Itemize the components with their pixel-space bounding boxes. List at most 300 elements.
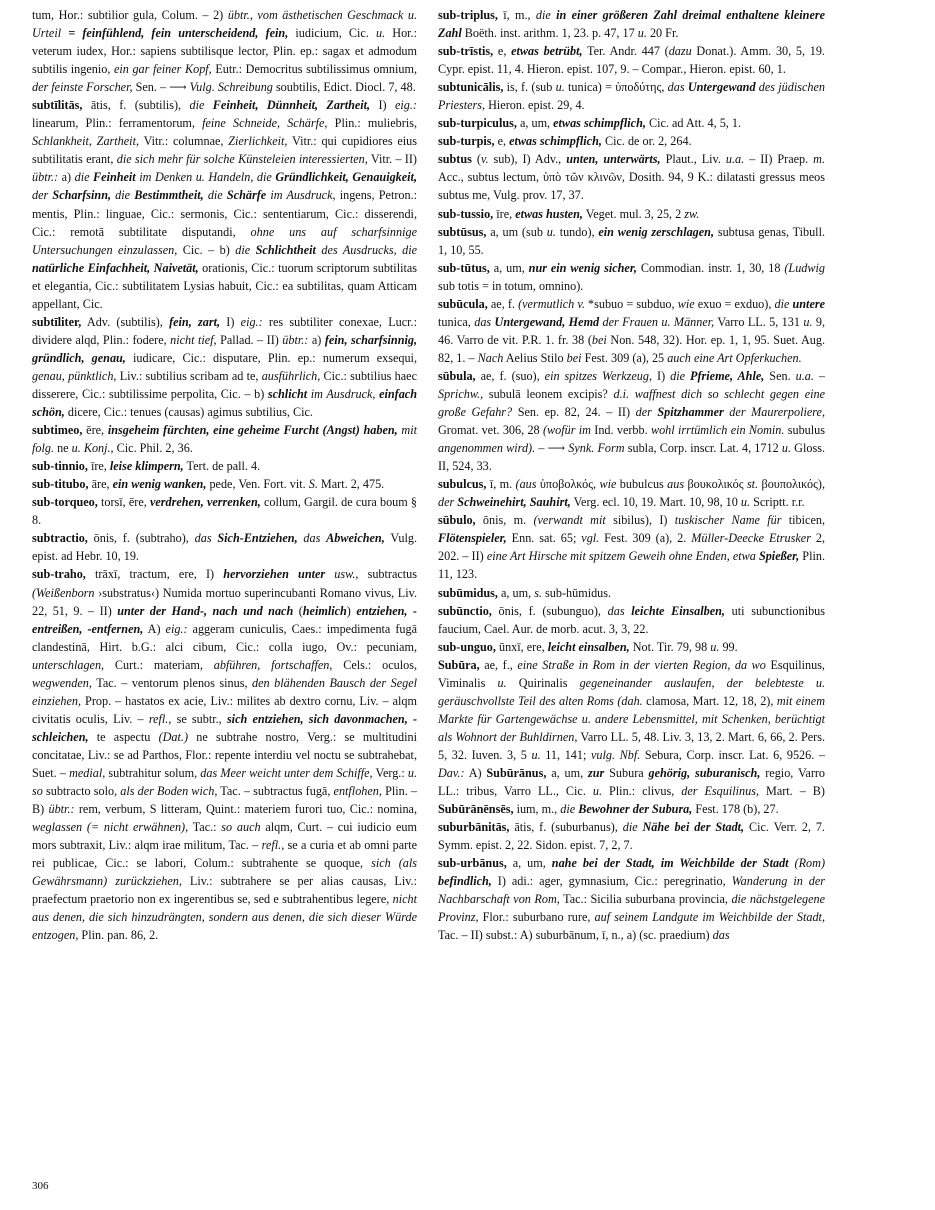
- plain-text: Plin. pan. 86, 2.: [78, 928, 159, 943]
- translation: Untergewand: [687, 80, 756, 95]
- italic-text: (Ludwig: [784, 260, 825, 275]
- dictionary-entry: [32, 421, 417, 457]
- plain-text: sub-hūmidus.: [541, 585, 612, 600]
- italic-text: Zierlichkeit,: [228, 134, 288, 149]
- italic-text: (Dat.): [158, 729, 189, 744]
- headword: subtūsus,: [438, 224, 487, 239]
- translation: Schärfe: [226, 188, 267, 203]
- headword: suburbānitās,: [438, 820, 510, 835]
- plain-text: tibicen,: [781, 513, 825, 528]
- italic-text: so auch: [221, 820, 261, 835]
- plain-text: subulus: [784, 423, 825, 438]
- plain-text: Varro LL. 5, 131: [714, 314, 804, 329]
- translation: verdrehen, verrenken,: [149, 495, 261, 510]
- plain-text: ōnis, m.: [475, 513, 534, 528]
- italic-text: des Ausdrucks, die: [315, 242, 417, 257]
- italic-text: (verwandt mit: [533, 513, 606, 528]
- italic-text: das Meer weicht unter dem Schiffe,: [200, 765, 373, 780]
- plain-text: I): [370, 98, 395, 113]
- translation: natürliche Einfachheit, Naivetät,: [32, 260, 199, 275]
- headword: subtractio,: [32, 531, 88, 546]
- italic-text: Synk. Form: [568, 441, 625, 456]
- plain-text: Gloss. II, 524, 33.: [438, 441, 825, 474]
- plain-text: ūnxī, ere,: [495, 639, 548, 654]
- plain-text: Plin. – B): [32, 784, 417, 817]
- headword: subulcus,: [438, 477, 487, 492]
- italic-text: die: [111, 188, 135, 203]
- translation: fein, zart,: [169, 314, 221, 329]
- plain-text: I): [220, 314, 241, 329]
- italic-text: Wanderung in der Nachbarschaft von Rom,: [438, 874, 825, 907]
- plain-text: 99.: [719, 639, 738, 654]
- italic-text: aus: [667, 477, 685, 492]
- translation: einfach schön,: [32, 386, 417, 420]
- plain-text: se a curia et ab omni parte rei publicae, Cic.: se labori, Colum.: subtrahente se quoque,: [32, 838, 417, 871]
- plain-text: *subuo = subduo,: [584, 296, 678, 311]
- plain-text: Cic. Phil. 2, 36.: [113, 441, 193, 456]
- right-column: [438, 6, 825, 944]
- plain-text: a): [58, 170, 75, 185]
- italic-text: die: [235, 242, 256, 257]
- italic-text: Nach: [477, 350, 504, 365]
- translation: nahe bei der Stadt, im Weichbilde der Stadt: [551, 856, 789, 871]
- plain-text: sibilus), I): [605, 513, 675, 528]
- plain-text: tundo),: [555, 224, 599, 239]
- plain-text: subla, Corp. inscr. Lat. 4, 1712: [624, 441, 782, 456]
- translation: nur ein wenig sicher,: [528, 260, 637, 275]
- plain-text: aggeram cuniculis, Caes.: impedimenta fugā clandestinā, Hirt. b.G.: alci cibum, Cic.: colla iugo, Ov.: pecuniam,: [32, 621, 417, 654]
- plain-text: Plaut., Liv.: [660, 152, 726, 167]
- italic-text: das: [667, 80, 688, 95]
- italic-text: der Esquilinus,: [681, 784, 759, 799]
- plain-text: ae, f. (suo),: [475, 368, 545, 383]
- headword: Subūra,: [438, 657, 480, 672]
- italic-text: u. Konj.,: [71, 441, 114, 456]
- italic-text: tuskischer Name für: [674, 513, 782, 528]
- plain-text: Commodian. instr. 1, 30, 18: [636, 260, 785, 275]
- plain-text: Vitr. – II): [367, 152, 417, 167]
- italic-text: u.a.: [725, 152, 745, 167]
- italic-text: bei: [566, 350, 582, 365]
- italic-text: gegeneinander auslaufen, der belebteste u. geräuschvollste Teil des alten Roms (dah.: [438, 675, 825, 708]
- plain-text: ātis, f. (subtilis),: [82, 98, 190, 113]
- plain-text: I) adi.: ager, gymnasium, Cic.: peregrinatio,: [491, 874, 732, 889]
- headword: sūbulo,: [438, 513, 476, 528]
- plain-text: Curt.: materiam,: [104, 657, 214, 672]
- italic-text: refl.,: [148, 711, 172, 726]
- dictionary-entry: [438, 223, 825, 259]
- dictionary-entry: [438, 818, 825, 854]
- italic-text: vulg. Nbf.: [591, 747, 641, 762]
- plain-text: Plin. 11, 123.: [438, 549, 825, 582]
- italic-text: die: [622, 820, 643, 835]
- italic-text: angenommen wird).: [438, 441, 536, 456]
- plain-text: ōnis, f. (subunguo),: [491, 603, 608, 618]
- headword: sub-trīstis,: [438, 44, 494, 59]
- italic-text: (wofür im: [542, 423, 591, 438]
- plain-text: tum, Hor.: subtilior gula, Colum. – 2): [32, 8, 228, 22]
- plain-text: βουπολικός),: [758, 477, 826, 492]
- plain-text: se subtr.,: [171, 711, 227, 726]
- translation: ein wenig wanken,: [112, 477, 207, 492]
- plain-text: sub), I) Adv.,: [488, 152, 567, 167]
- italic-text: mit folg.: [32, 423, 417, 456]
- italic-text: sich (als Gewährsmann) zurückziehen,: [32, 856, 417, 889]
- dictionary-entry: [438, 6, 825, 42]
- translation: Pfrieme, Ahle,: [690, 368, 765, 383]
- plain-text: Cic.: subtilius haec disserere, Cic.: subtilissime perpolita, Cic. – b): [32, 368, 417, 401]
- dictionary-entry: [32, 457, 417, 475]
- headword: subūnctio,: [438, 603, 492, 618]
- plain-text: tunica,: [438, 314, 475, 329]
- italic-text: vgl.: [581, 531, 600, 546]
- translation: Flötenspieler,: [438, 531, 507, 546]
- italic-text: s.: [534, 585, 542, 600]
- plain-text: Adv. (subtilis),: [81, 314, 170, 329]
- plain-text: ae, f.: [487, 296, 519, 311]
- italic-text: ein gar feiner Kopf,: [113, 62, 212, 77]
- plain-text: Boëth. inst. arithm. 1, 23. p. 47, 17: [461, 26, 638, 41]
- italic-text: die: [535, 8, 557, 22]
- italic-text: nicht aus denen, die sich hinzudrängten, sondern aus denen, die sich dieser Würde entzogen,: [32, 892, 417, 943]
- dictionary-entry: [438, 205, 825, 223]
- italic-text: zw.: [684, 206, 700, 221]
- italic-text: das: [194, 531, 218, 546]
- plain-text: A): [143, 621, 166, 636]
- translation: Spießer,: [758, 549, 800, 564]
- italic-text: entflohen,: [333, 784, 382, 799]
- plain-text: Gromat. vet. 306, 28: [438, 423, 543, 438]
- plain-text: alqm, Curt. – cui iudicio eum mors subtraxit, Liv.: alqm irae militum, Tac. –: [32, 820, 417, 853]
- italic-text: u.: [546, 224, 556, 239]
- plain-text: ium, m.,: [513, 802, 561, 817]
- plain-text: Tac. – ventorum plenos sinus,: [91, 675, 253, 690]
- translation: Feinheit, Dünnheit, Zartheit,: [212, 98, 371, 113]
- headword: subūcula,: [438, 296, 488, 311]
- plain-text: e,: [494, 134, 510, 149]
- headword: Subūrānus,: [486, 765, 547, 780]
- plain-text: linearum, Plin.: ferramentorum,: [32, 116, 203, 131]
- translation: etwas betrübt,: [511, 44, 583, 59]
- dictionary-entry: [438, 602, 825, 638]
- plain-text: bubulcus: [616, 477, 668, 492]
- plain-text: ēre,: [82, 423, 108, 438]
- plain-text: Verg.:: [372, 765, 408, 780]
- italic-text: der Maurerpoliere,: [723, 405, 825, 420]
- plain-text: Pallad. – II): [216, 332, 283, 347]
- italic-text: die: [560, 802, 579, 817]
- italic-text: die: [189, 98, 213, 113]
- plain-text: (: [471, 152, 481, 167]
- plain-text: subtractus: [358, 567, 418, 582]
- translation: entziehen, -entreißen, -entfernen,: [32, 603, 417, 636]
- italic-text: weglassen (= nicht erwähnen),: [32, 820, 189, 835]
- plain-text: ī, m.: [486, 477, 516, 492]
- plain-text: Not. Tir. 79, 98: [629, 639, 711, 654]
- plain-text: Sen. – ⟶: [132, 80, 190, 95]
- translation: leicht einsalben,: [547, 639, 630, 654]
- italic-text: ohne uns auf scharfsinnige Untersuchungen einzulassen,: [32, 224, 418, 257]
- plain-text: (: [293, 603, 303, 618]
- italic-text: refl.,: [261, 838, 285, 853]
- plain-text: īre,: [87, 459, 110, 474]
- plain-text: Tac. – II) subst.: A) suburbānum, ī, n., a) (sc. praedium): [438, 928, 713, 943]
- plain-text: Tac.:: [188, 820, 222, 835]
- italic-text: übtr., vom ästhetischen Geschmack u. Urteil: [32, 8, 417, 41]
- italic-text: Vulg. Schreibung: [189, 80, 273, 95]
- plain-text: subtracto solo,: [42, 784, 121, 799]
- dictionary-entry: [438, 367, 825, 475]
- plain-text: 20 Fr.: [646, 26, 679, 41]
- plain-text: Veget. mul. 3, 25, 2: [582, 206, 685, 221]
- headword: subtunicālis,: [438, 80, 504, 95]
- plain-text: iudicare, Cic.: disputare, Plin. ep.: numerum exsequi,: [125, 350, 417, 365]
- translation: Nähe bei der Stadt,: [642, 820, 745, 835]
- italic-text: die nächstgelegene Provinz,: [438, 892, 825, 925]
- headword: subtīliter,: [32, 314, 82, 329]
- plain-text: torsī, ēre,: [97, 495, 150, 510]
- translation: schlicht: [267, 386, 308, 401]
- plain-text: Enn. sat. 65;: [506, 531, 582, 546]
- translation: = feinfühlend, fein unterscheidend, fein,: [61, 26, 289, 41]
- translation: Untergewand, Hemd: [494, 314, 600, 329]
- italic-text: u.: [803, 314, 813, 329]
- plain-text: Plin.: muliebris,: [327, 116, 418, 131]
- dictionary-entry: [438, 78, 825, 114]
- dictionary-entry: [438, 259, 825, 295]
- plain-text: ›substratus‹) Numida mortuo superincubanti Romano vivus, Liv. 22, 51, 9. – II): [32, 585, 417, 618]
- dictionary-entry: [438, 638, 825, 656]
- italic-text: eine Straße in Rom in der vierten Region, da wo: [517, 657, 766, 672]
- italic-text: wie: [599, 477, 617, 492]
- translation: untere: [792, 296, 826, 311]
- italic-text: u.: [497, 675, 507, 690]
- headword: sub-traho,: [32, 567, 86, 582]
- italic-text: das: [297, 531, 327, 546]
- plain-text: orationis, Cic.: tuorum scriptorum subtilitas et elegantia, Cic.: subtilitatem Lysias habuit, Cic.: ea subtilitas, quam Atticam appellant, Cic.: [32, 260, 418, 311]
- plain-text: ne: [54, 441, 72, 456]
- italic-text: u.: [740, 495, 751, 510]
- dictionary-entry: [438, 511, 825, 583]
- plain-text: Varro LL. 5, 48. Liv. 3, 13, 2. Mart. 6, 66, 2. Pers. 5, 32. Iuven. 3, 5: [438, 729, 825, 762]
- translation: unten, unterwärts,: [566, 152, 661, 167]
- italic-text: der feinste Forscher,: [32, 80, 133, 95]
- italic-text: genau, pünktlich,: [32, 368, 117, 383]
- dictionary-entry: [438, 114, 825, 132]
- plain-text: Donat.). Amm. 30, 5, 19. Cypr. epist. 11, 4. Hieron. epist. 107, 9. – Compar., Hieron. epist. 60, 1.: [438, 44, 825, 77]
- plain-text: uti subunctionibus faucium, Cael. Aur. de morb. acut. 3, 3, 22.: [438, 603, 826, 636]
- translation: zur: [588, 765, 605, 780]
- plain-text: trāxī, tractum, ere, I): [85, 567, 224, 582]
- plain-text: Liv.: subtilius scribam ad te,: [116, 368, 262, 383]
- italic-text: ein spitzes Werkzeug,: [544, 368, 653, 383]
- dictionary-entry: [438, 854, 825, 944]
- plain-text: Cic. ad Att. 4, 5, 1.: [645, 116, 742, 131]
- plain-text: Plin.: clivus,: [602, 784, 682, 799]
- translation: etwas schimpflich,: [553, 116, 646, 131]
- plain-text: a, um,: [516, 116, 554, 131]
- headword: sub-torqueo,: [32, 495, 98, 510]
- headword: Subūrānēnsēs,: [438, 802, 514, 817]
- plain-text: Acc., subtus lectum, ὑπὸ τῶν κλινῶν, Dosith. 94, 9 K.: dilatasti gressus meos subtus me, Vulg. prov. 17, 37.: [438, 170, 825, 203]
- plain-text: tunica) = ὑποδύτης,: [564, 80, 668, 95]
- plain-text: 2, 202. – II): [438, 531, 826, 564]
- plain-text: Prop. – hastatos ex acie, Liv.: milites ab dextro cornu, Liv. – alqm civitatis oculis, Liv. –: [32, 693, 417, 726]
- plain-text: Ter. Andr. 447 (: [582, 44, 669, 59]
- headword: subtimeo,: [32, 423, 83, 438]
- italic-text: dazu: [668, 44, 692, 59]
- plain-text: a, um (sub: [486, 224, 547, 239]
- translation: Scharfsinn,: [52, 188, 112, 203]
- plain-text: īre,: [493, 206, 516, 221]
- plain-text: Fest. 309 (a), 25: [581, 350, 668, 365]
- plain-text: collum, Gargil. de cura boum § 8.: [32, 495, 417, 528]
- italic-text: Dav.:: [438, 765, 465, 780]
- plain-text: Liv.: subtrahere se per alias causas, Liv.: praefectum praetorio non ex ingerentibus se, sed e subtrahentibus legere,: [32, 874, 417, 907]
- italic-text: die: [774, 296, 793, 311]
- italic-text: u.: [531, 747, 541, 762]
- italic-text: eig.:: [395, 98, 417, 113]
- italic-text: (aus: [515, 477, 537, 492]
- plain-text: Vitr.: qui cupidiores eius subtilitatis erant,: [32, 134, 417, 167]
- translation: Gründlichkeit, Genauigkeit,: [275, 170, 417, 185]
- translation: befindlich,: [438, 874, 492, 889]
- dictionary-entry: [32, 313, 417, 421]
- plain-text: Flor.: suburbano rure,: [478, 910, 595, 925]
- italic-text: Schlankheit, Zartheit,: [32, 134, 140, 149]
- italic-text: das: [474, 314, 495, 329]
- plain-text: dicere, Cic.: tenues (causas) agimus subtilius, Cic.: [64, 405, 313, 420]
- italic-text: eig.:: [240, 314, 263, 329]
- plain-text: exuo = exduo),: [694, 296, 775, 311]
- italic-text: der: [635, 405, 658, 420]
- headword: sub-titubo,: [32, 477, 89, 492]
- plain-text: Non. 548, 32). Hor. ep. 1, 1, 95. Suet. Aug. 82, 1. –: [438, 332, 825, 365]
- italic-text: u.: [637, 26, 647, 41]
- translation: Sich-Entziehen,: [217, 531, 298, 546]
- dictionary-entry: [438, 475, 825, 511]
- italic-text: die: [670, 368, 691, 383]
- plain-text: Subura: [604, 765, 649, 780]
- headword: sub-turpiculus,: [438, 116, 517, 131]
- plain-text: – II) Praep.: [744, 152, 814, 167]
- italic-text: u.: [555, 80, 565, 95]
- headword: sub-tūtus,: [438, 260, 490, 275]
- italic-text: d.i. waffnest dich so schlecht gegen eine große Gefahr?: [438, 386, 825, 420]
- italic-text: v.: [480, 152, 489, 167]
- plain-text: ὑποβολκός,: [536, 477, 600, 492]
- italic-text: das: [712, 928, 730, 943]
- italic-text: Müller-Deecke Etrusker: [691, 531, 811, 546]
- italic-text: übtr.:: [32, 170, 59, 185]
- headword: subūmidus,: [438, 585, 498, 600]
- italic-text: (Rom): [794, 856, 826, 871]
- plain-text: Vulg. epist. ad Hebr. 10, 19.: [32, 531, 418, 564]
- plain-text: Mart. 2, 475.: [317, 477, 385, 492]
- translation: leichte Einsalben,: [631, 603, 725, 618]
- plain-text: 11, 141;: [540, 747, 591, 762]
- italic-text: wohl irrtümlich ein Nomin.: [650, 423, 785, 438]
- plain-text: Cels.: oculos,: [332, 657, 417, 672]
- plain-text: subtusa genas, Tibull. 1, 10, 55.: [438, 224, 825, 257]
- plain-text: a, um,: [506, 856, 552, 871]
- plain-text: ae, f.,: [479, 657, 518, 672]
- plain-text: te aspectu: [88, 729, 159, 744]
- translation: etwas husten,: [515, 206, 583, 221]
- dictionary-entry: [32, 529, 417, 565]
- plain-text: Tac. – subtractus fugā,: [217, 784, 334, 799]
- plain-text: ī, m.,: [497, 8, 536, 22]
- headword: sub-turpis,: [438, 134, 495, 149]
- plain-text: Tert. de pall. 4.: [183, 459, 261, 474]
- dictionary-entry: [32, 96, 417, 313]
- italic-text: u.: [781, 441, 791, 456]
- plain-text: 9, 46. Varro de vit. P.R. 1. fr. 38 (: [438, 314, 826, 347]
- dictionary-entry: [438, 150, 825, 204]
- plain-text: ): [346, 603, 357, 618]
- italic-text: wie: [677, 296, 695, 311]
- italic-text: bei: [591, 332, 607, 347]
- plain-text: Hieron. epist. 29, 4.: [485, 98, 585, 113]
- page-number: 306: [32, 1180, 49, 1192]
- translation: leise klimpern,: [109, 459, 184, 474]
- plain-text: – ⟶: [535, 441, 569, 456]
- plain-text: ne subtrahe nostro, Verg.: se multitudini concitatae, Liv.: se ad Parthos, Flor.: repente interdiu vel noctu se subtrahebat, Suet. –: [32, 729, 417, 780]
- plain-text: subtrahitur solum,: [105, 765, 201, 780]
- dictionary-entry: [438, 132, 825, 150]
- italic-text: der: [32, 188, 53, 203]
- translation: Spitzhammer: [657, 405, 724, 420]
- italic-text: ausführlich,: [261, 368, 321, 383]
- plain-text: A): [464, 765, 487, 780]
- headword: sub-tinnio,: [32, 459, 88, 474]
- plain-text: pede, Ven. Fort. vit.: [206, 477, 309, 492]
- italic-text: im Ausdruck,: [307, 386, 380, 401]
- translation: unter der Hand-, nach und nach: [117, 603, 294, 618]
- plain-text: Mart. – B): [759, 784, 825, 799]
- plain-text: Aelius Stilo: [503, 350, 567, 365]
- italic-text: feine Schneide, Schärfe,: [202, 116, 328, 131]
- translation: Schweinehirt, Sauhirt,: [457, 495, 571, 510]
- dictionary-entry: [32, 475, 417, 493]
- headword: subtus: [438, 152, 472, 167]
- plain-text: soubtilis, Edict. Diocl. 7, 48.: [272, 80, 416, 95]
- plain-text: Cic. Verr. 2, 7. Symm. epist. 2, 22. Sidon. epist. 7, 2, 7.: [438, 820, 825, 853]
- italic-text: abführen, fortschaffen,: [213, 657, 333, 672]
- headword: sub-triplus,: [438, 8, 498, 22]
- italic-text: usw.,: [325, 567, 359, 582]
- plain-text: Sen.: [764, 368, 796, 383]
- plain-text: regio, Varro LL.: tribus, Varro LL., Cic.: [438, 765, 826, 799]
- italic-text: S.: [308, 477, 318, 492]
- translation: gehörig, suburanisch,: [648, 765, 761, 780]
- plain-text: Sebura, Corp. inscr. Lat. 6, 9526. –: [640, 747, 825, 762]
- plain-text: Quirinalis: [506, 675, 580, 690]
- italic-text: eine Art Hirsche mit spitzem Geweih ohne Enden, etwa: [486, 549, 759, 564]
- italic-text: eig.:: [165, 621, 188, 636]
- plain-text: e,: [493, 44, 512, 59]
- italic-text: unterschlagen,: [32, 657, 105, 672]
- plain-text: Cic. de or. 2, 264.: [601, 134, 692, 149]
- dictionary-entry: [32, 565, 417, 944]
- italic-text: nicht tief,: [170, 332, 217, 347]
- plain-text: Eutr.: Democritus subtilissimus omnium,: [211, 62, 417, 77]
- plain-text: βουκολικός: [684, 477, 747, 492]
- translation: Bestimmtheit,: [134, 188, 204, 203]
- plain-text: Vitr.: columnae,: [139, 134, 229, 149]
- translation: Feinheit: [93, 170, 136, 185]
- italic-text: st.: [746, 477, 759, 492]
